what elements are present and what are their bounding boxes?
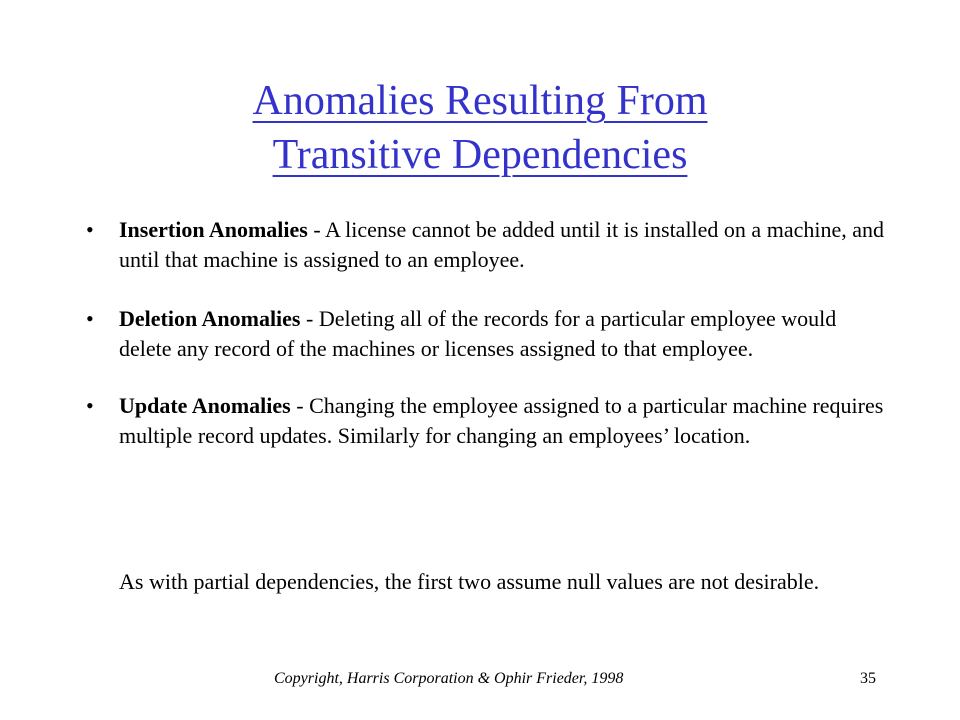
- closing-note: As with partial dependencies, the first two assume null values are not desirable.: [119, 569, 820, 594]
- bullet-icon: •: [86, 306, 94, 331]
- bullet-insertion-anomalies: [86, 215, 886, 275]
- bullet-update-anomalies: [86, 391, 886, 451]
- slide-title-line-2: Transitive Dependencies: [272, 132, 688, 178]
- slide-title-line-1: Anomalies Resulting From: [252, 78, 708, 124]
- bullet-term: Deletion Anomalies: [119, 306, 301, 331]
- bullet-term: Update Anomalies: [119, 393, 291, 418]
- bullet-text: - Deleting all of the records for a particular employee would delete any record of the machines or licenses assigned to that employee.: [119, 306, 837, 361]
- bullet-text: - A license cannot be added until it is installed on a machine, and until that machine is assigned to an employee.: [119, 217, 884, 272]
- page-number: 35: [860, 670, 876, 687]
- bullet-term: Insertion Anomalies: [119, 217, 308, 242]
- slide-title: [0, 74, 960, 182]
- copyright-text: Copyright, Harris Corporation & Ophir Frieder, 1998: [274, 670, 624, 687]
- bullet-text: - Changing the employee assigned to a particular machine requires multiple record updates. Similarly for changing an employees’ location.: [119, 393, 884, 448]
- bullet-icon: •: [86, 393, 94, 418]
- bullet-icon: •: [86, 217, 94, 242]
- bullet-deletion-anomalies: [86, 304, 886, 364]
- bullet-list: [86, 215, 886, 480]
